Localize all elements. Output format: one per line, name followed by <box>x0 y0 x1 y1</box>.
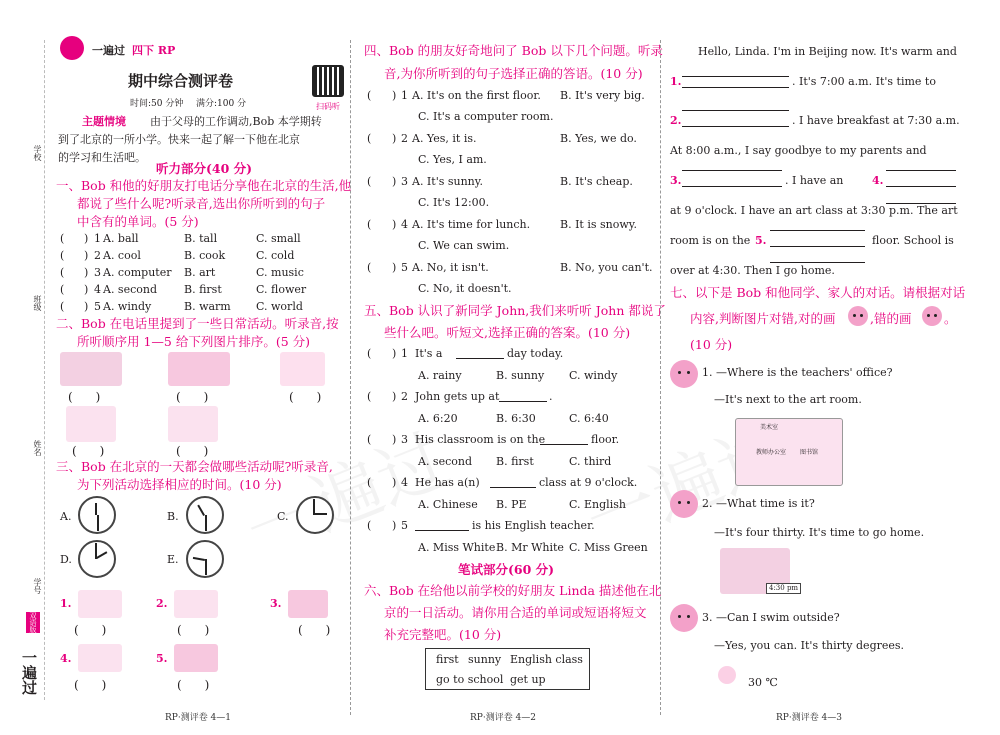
answer-blank-close: ) <box>84 232 89 245</box>
question-start: His classroom is on the <box>415 433 546 446</box>
question-start: He has a(n) <box>415 476 480 489</box>
option-b: B. Yes, we do. <box>560 132 637 145</box>
item-number: 1 <box>401 347 408 360</box>
picture-studying <box>78 644 122 672</box>
option-c: C. music <box>256 266 304 279</box>
grade-text: 四下 RP <box>132 44 176 57</box>
fill-blank <box>770 252 865 263</box>
theme-label: 主题情境 <box>82 115 126 128</box>
picture-painting <box>174 644 218 672</box>
dialogue-2-question: 2. —What time is it? <box>702 497 815 510</box>
question-end: floor. <box>591 433 620 446</box>
item-number: 1 <box>401 89 408 102</box>
option-c: C. windy <box>569 369 618 382</box>
s1-title-3: 中含有的单词。(5 分) <box>77 214 199 229</box>
option-a: A. cool <box>103 249 141 262</box>
item-number: 2 <box>401 132 408 145</box>
option-a: A. computer <box>103 266 172 279</box>
dialogue-1-question: 1. —Where is the teachers' office? <box>702 366 893 379</box>
answer-blank[interactable]: ( <box>367 347 372 360</box>
clock-icon <box>78 496 116 534</box>
option-c: C. flower <box>256 283 307 296</box>
page-title: 期中综合测评卷 <box>128 72 234 90</box>
option-c: C. small <box>256 232 301 245</box>
s7-title-2a: 内容,判断图片对错,对的画 <box>690 311 836 326</box>
option-c: C. English <box>569 498 626 511</box>
column-3 <box>660 0 1000 735</box>
answer-blank[interactable]: ( ) <box>68 390 101 404</box>
option-a: A. It's time for lunch. <box>412 218 531 231</box>
item-number: 3 <box>401 433 408 446</box>
answer-blank-close: ) <box>392 218 397 231</box>
option-c: C. cold <box>256 249 295 262</box>
picture-library <box>168 352 230 386</box>
qr-label: 扫码听 <box>316 102 340 111</box>
fill-blank[interactable] <box>415 520 469 531</box>
fill-blank[interactable] <box>682 77 789 88</box>
fill-blank <box>770 220 865 231</box>
number-label: 学号 <box>33 578 42 594</box>
s7-title-1: 七、以下是 Bob 和他同学、家人的对话。请根据对话 <box>670 285 966 300</box>
item-number: 1 <box>94 232 101 245</box>
passage-line-8: over at 4:30. Then I go home. <box>670 264 835 277</box>
picture-school-building <box>735 418 843 486</box>
option-a: A. second <box>103 283 158 296</box>
column-1 <box>0 0 350 735</box>
word-option: sunny <box>468 653 502 666</box>
dialogue-2-answer: —It's four thirty. It's time to go home. <box>714 526 925 539</box>
name-label: 姓名 <box>33 440 42 456</box>
fill-blank <box>682 66 789 77</box>
page-footer-3: RP·测评卷 4—3 <box>776 713 843 723</box>
option-b: B. sunny <box>496 369 545 382</box>
question-end: class at 9 o'clock. <box>539 476 638 489</box>
option-c: C. Yes, I am. <box>418 153 487 166</box>
fill-blank <box>886 160 956 171</box>
fill-blank[interactable] <box>499 391 547 402</box>
answer-blank[interactable]: ( <box>60 283 65 296</box>
passage-line-3: . I have breakfast at 7:30 a.m. <box>792 114 960 127</box>
passage-line-5: . I have an <box>785 174 844 187</box>
option-c: C. We can swim. <box>418 239 510 252</box>
fill-blank <box>886 193 956 204</box>
question-end: . <box>549 390 553 403</box>
clock-label: B. <box>167 510 179 523</box>
answer-blank[interactable]: ( <box>367 390 372 403</box>
clock-label: E. <box>167 553 179 566</box>
option-a: A. It's on the first floor. <box>412 89 541 102</box>
answer-face-icon[interactable] <box>670 490 698 518</box>
option-c: C. 6:40 <box>569 412 609 425</box>
question-end: day today. <box>507 347 564 360</box>
blank-number: 5. <box>755 234 767 247</box>
fill-blank <box>682 100 789 111</box>
answer-blank-close: ) <box>392 175 397 188</box>
option-a: A. Miss White <box>418 541 496 554</box>
option-b: B. No, you can't. <box>560 261 653 274</box>
blank-number: 3. <box>670 174 682 187</box>
answer-face-icon[interactable] <box>670 604 698 632</box>
room-sign: 图书馆 <box>800 449 819 456</box>
s5-title-2: 些什么吧。听短文,选择正确的答案。(10 分) <box>384 325 631 340</box>
option-a: A. Chinese <box>418 498 478 511</box>
blank-number: 1. <box>670 75 682 88</box>
answer-blank-close: ) <box>84 266 89 279</box>
page-footer-2: RP·测评卷 4—2 <box>470 713 537 723</box>
option-a: A. windy <box>103 300 152 313</box>
clock-icon <box>186 540 224 578</box>
picture-classroom <box>60 352 122 386</box>
answer-blank[interactable]: ( ) <box>289 390 322 404</box>
option-a: A. rainy <box>418 369 462 382</box>
option-a: A. Yes, it is. <box>412 132 477 145</box>
answer-blank[interactable]: ( ) <box>177 623 210 637</box>
dialogue-3-answer: —Yes, you can. It's thirty degrees. <box>714 639 905 652</box>
dialogue-1-answer: —It's next to the art room. <box>714 393 862 406</box>
s3-title-2: 为下列活动选择相应的时间。(10 分) <box>77 477 282 492</box>
answer-blank[interactable]: ( <box>367 476 372 489</box>
answer-blank[interactable]: ( ) <box>298 623 331 637</box>
question-start: John gets up at <box>415 390 500 403</box>
option-c: C. third <box>569 455 612 468</box>
answer-blank[interactable]: ( <box>60 249 65 262</box>
picture-waking-up <box>78 590 122 618</box>
temperature-label: 30 ℃ <box>748 676 778 689</box>
answer-blank[interactable]: ( ) <box>176 390 209 404</box>
clock-icon <box>78 540 116 578</box>
score-info: 满分:100 分 <box>196 99 247 109</box>
fill-blank[interactable] <box>540 434 588 445</box>
option-c: C. world <box>256 300 303 313</box>
theme-text-1: 由于父母的工作调动,Bob 本学期转 <box>150 115 322 128</box>
listening-title: 听力部分(40 分) <box>156 161 253 176</box>
answer-blank-close: ) <box>392 519 397 532</box>
answer-blank[interactable]: ( <box>367 218 372 231</box>
clock-label: D. <box>60 553 72 566</box>
item-number: 5 <box>401 261 408 274</box>
answer-blank[interactable]: ( <box>60 300 65 313</box>
s6-title-3: 补充完整吧。(10 分) <box>384 627 502 642</box>
option-b: B. It is snowy. <box>560 218 638 231</box>
vertical-tag: 双语版 <box>26 612 40 633</box>
option-c: C. No, it doesn't. <box>418 282 512 295</box>
answer-blank[interactable]: ( <box>367 261 372 274</box>
passage-line-6: at 9 o'clock. I have an art class at 3:30 p.m. The art <box>670 204 958 217</box>
time-info: 时间:50 分钟 <box>130 99 184 109</box>
answer-blank[interactable]: ( ) <box>72 444 105 458</box>
vertical-brand: 一遍过 <box>20 650 38 695</box>
sun-icon <box>718 666 736 684</box>
item-number: 4 <box>94 283 101 296</box>
picture-kids-playing <box>280 352 325 386</box>
blank-number: 2. <box>670 114 682 127</box>
option-a: A. ball <box>103 232 139 245</box>
picture-number: 3. <box>270 597 282 610</box>
answer-blank-close: ) <box>84 300 89 313</box>
option-b: B. Mr White <box>496 541 564 554</box>
s4-title-1: 四、Bob 的朋友好奇地问了 Bob 以下几个问题。听录 <box>364 43 663 58</box>
answer-blank[interactable]: ( <box>367 175 372 188</box>
option-b: B. tall <box>184 232 218 245</box>
s5-title-1: 五、Bob 认识了新同学 John,我们来听听 John 都说了 <box>364 303 666 318</box>
item-number: 3 <box>401 175 408 188</box>
answer-blank[interactable]: ( ) <box>176 444 209 458</box>
smiley-face-icon <box>848 306 868 326</box>
s3-title-1: 三、Bob 在北京的一天都会做哪些活动呢?听录音, <box>56 459 333 474</box>
answer-blank-close: ) <box>84 283 89 296</box>
picture-number: 2. <box>156 597 168 610</box>
fill-blank <box>682 160 782 171</box>
option-b: B. 6:30 <box>496 412 536 425</box>
option-b: B. PE <box>496 498 527 511</box>
item-number: 2 <box>94 249 101 262</box>
question-end: is his English teacher. <box>472 519 595 532</box>
answer-blank[interactable]: ( ) <box>177 678 210 692</box>
passage-line-7a: room is on the <box>670 234 751 247</box>
picture-number: 1. <box>60 597 72 610</box>
class-label: 班级 <box>33 295 42 311</box>
s4-title-2: 音,为你所听到的句子选择正确的答语。(10 分) <box>384 66 643 81</box>
writing-title: 笔试部分(60 分) <box>458 562 555 577</box>
clock-label: C. <box>277 510 289 523</box>
s6-title-2: 京的一日活动。请你用合适的单词或短语将短文 <box>384 605 647 620</box>
blank-number: 4. <box>872 174 884 187</box>
s7-title-2b: ,错的画 <box>870 311 912 326</box>
answer-blank-close: ) <box>392 347 397 360</box>
option-b: B. It's very big. <box>560 89 645 102</box>
qr-code-icon <box>312 65 344 97</box>
item-number: 5 <box>401 519 408 532</box>
answer-blank-close: ) <box>392 261 397 274</box>
answer-face-icon[interactable] <box>670 360 698 388</box>
passage-line-2: . It's 7:00 a.m. It's time to <box>792 75 936 88</box>
passage-line-7b: floor. School is <box>872 234 954 247</box>
option-b: B. cook <box>184 249 226 262</box>
answer-blank-close: ) <box>392 476 397 489</box>
answer-blank[interactable]: ( ) <box>74 678 107 692</box>
s6-title-1: 六、Bob 在给他以前学校的好朋友 Linda 描述他在北 <box>364 583 662 598</box>
word-option: go to school <box>436 673 504 686</box>
option-c: C. It's a computer room. <box>418 110 554 123</box>
room-sign: 教师办公室 <box>756 449 787 456</box>
picture-kids-eating <box>66 406 116 442</box>
s1-title-2: 都说了些什么呢?听录音,选出你所听到的句子 <box>77 196 326 211</box>
page-footer-1: RP·测评卷 4—1 <box>165 713 232 723</box>
answer-blank-close: ) <box>392 433 397 446</box>
picture-number: 4. <box>60 652 72 665</box>
answer-blank[interactable]: ( <box>367 132 372 145</box>
option-b: B. It's cheap. <box>560 175 633 188</box>
answer-blank-close: ) <box>84 249 89 262</box>
fill-blank[interactable] <box>682 116 789 127</box>
s2-title-1: 二、Bob 在电话里提到了一些日常活动。听录音,按 <box>56 316 339 331</box>
option-c: C. Miss Green <box>569 541 648 554</box>
room-sign: 美术室 <box>760 424 779 431</box>
clock-display: 4:30 pm <box>766 583 801 594</box>
picture-number: 5. <box>156 652 168 665</box>
s7-title-3: (10 分) <box>690 337 733 352</box>
answer-blank[interactable]: ( <box>367 433 372 446</box>
picture-going-home <box>288 590 328 618</box>
fill-blank[interactable] <box>490 477 536 488</box>
clock-icon <box>296 496 334 534</box>
item-number: 2 <box>401 390 408 403</box>
clock-icon <box>186 496 224 534</box>
option-a: A. No, it isn't. <box>412 261 489 274</box>
s7-title-2c: 。 <box>944 311 957 326</box>
theme-text-3: 的学习和生活吧。 <box>58 151 146 164</box>
word-option: first <box>436 653 459 666</box>
school-label: 学校 <box>33 145 42 161</box>
answer-blank-close: ) <box>392 89 397 102</box>
item-number: 5 <box>94 300 101 313</box>
brand-text: 一遍过 <box>92 44 125 57</box>
passage-line-4: At 8:00 a.m., I say goodbye to my parents and <box>670 144 927 157</box>
option-b: B. first <box>184 283 222 296</box>
question-start: It's a <box>415 347 443 360</box>
word-option: get up <box>510 673 546 686</box>
s1-title-1: 一、Bob 和他的好朋友打电话分享他在北京的生活,他 <box>56 178 352 193</box>
sad-face-icon <box>922 306 942 326</box>
fill-blank[interactable] <box>770 236 865 247</box>
option-b: B. warm <box>184 300 231 313</box>
theme-text-2: 到了北京的一所小学。快来一起了解一下他在北京 <box>58 133 300 146</box>
answer-blank-close: ) <box>392 132 397 145</box>
item-number: 4 <box>401 218 408 231</box>
passage-line-1: Hello, Linda. I'm in Beijing now. It's warm and <box>698 45 957 58</box>
item-number: 4 <box>401 476 408 489</box>
fill-blank[interactable] <box>456 348 504 359</box>
option-c: C. It's 12:00. <box>418 196 490 209</box>
answer-blank[interactable]: ( <box>60 232 65 245</box>
option-b: B. first <box>496 455 534 468</box>
answer-blank[interactable]: ( <box>367 519 372 532</box>
clock-label: A. <box>60 510 72 523</box>
dialogue-3-question: 3. —Can I swim outside? <box>702 611 840 624</box>
option-a: A. It's sunny. <box>412 175 484 188</box>
answer-blank[interactable]: ( <box>367 89 372 102</box>
fill-blank[interactable] <box>886 176 956 187</box>
answer-blank[interactable]: ( <box>60 266 65 279</box>
picture-kids-playing-ball <box>168 406 218 442</box>
s2-title-2: 所听顺序用 1—5 给下列图片排序。(5 分) <box>77 334 311 349</box>
column-2 <box>350 0 666 735</box>
option-a: A. 6:20 <box>418 412 458 425</box>
item-number: 3 <box>94 266 101 279</box>
option-b: B. art <box>184 266 216 279</box>
answer-blank-close: ) <box>392 390 397 403</box>
answer-blank[interactable]: ( ) <box>74 623 107 637</box>
brand-logo-icon <box>60 36 84 60</box>
option-a: A. second <box>418 455 473 468</box>
fill-blank[interactable] <box>682 176 782 187</box>
word-option: English class <box>510 653 583 666</box>
picture-kids-playing-2 <box>174 590 218 618</box>
